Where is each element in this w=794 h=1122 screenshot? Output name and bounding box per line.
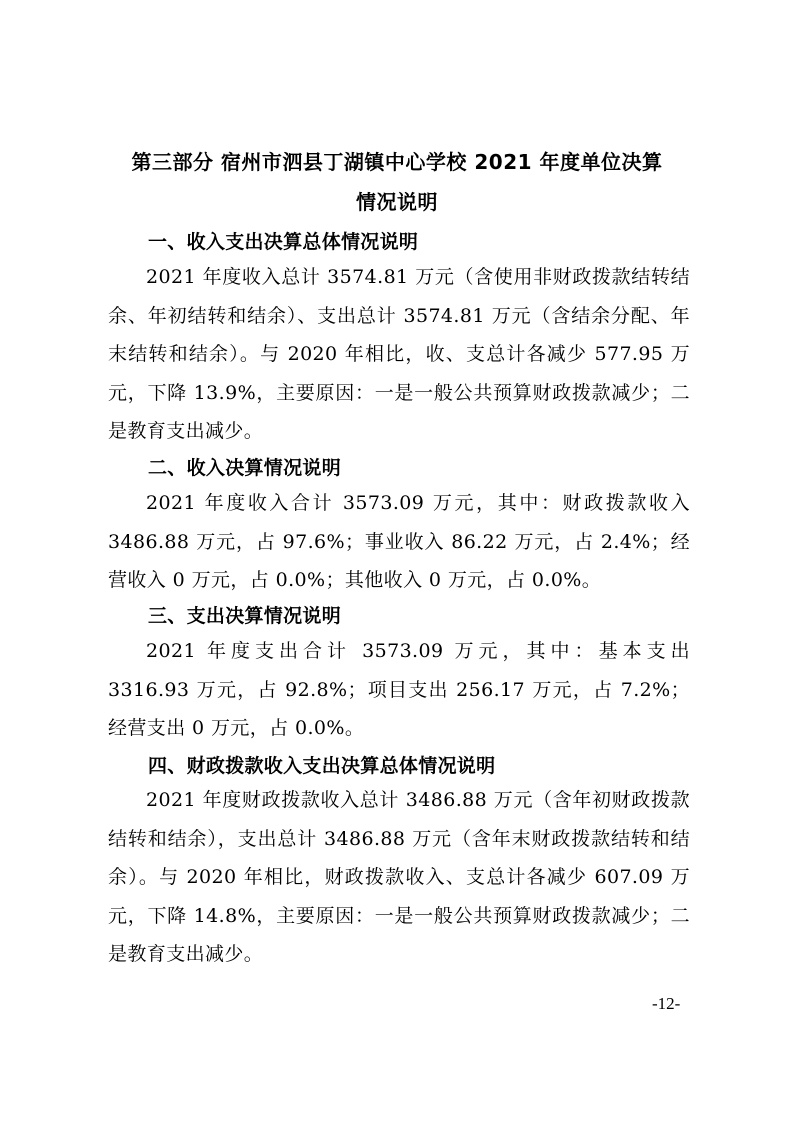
section-paragraph-overview: 2021 年度收入总计 3574.81 万元（含使用非财政拨款结转结余、年初结转和结余）、支出总计 3574.81 万元（含结余分配、年末结转和结余）。与 2020 年相比，收、支总计各减少 577.95 万元，下降 13.9%，主要原因：一是一般公共预算财政拨款减少；二是教育支出减少。 <box>108 266 690 442</box>
section-heading-overview: 一、收入支出决算总体情况说明 <box>148 231 419 253</box>
section-heading-fiscal-appropriation: 四、财政拨款收入支出决算总体情况说明 <box>148 755 496 777</box>
document-title: 第三部分 宿州市泗县丁湖镇中心学校 2021 年度单位决算 <box>131 150 663 174</box>
section-paragraph-income: 2021 年度收入合计 3573.09 万元，其中：财政拨款收入 3486.88 万元，占 97.6%；事业收入 86.22 万元，占 2.4%；经营收入 0 万元，占 0.0%；其他收入 0 万元，占 0.0%。 <box>108 492 690 591</box>
document-title-continued: 情况说明 <box>356 190 438 214</box>
section-heading-income: 二、收入决算情况说明 <box>148 457 342 479</box>
page-number: -12- <box>652 994 681 1013</box>
section-heading-expenditure: 三、支出决算情况说明 <box>148 605 342 627</box>
section-paragraph-expenditure: 2021 年度支出合计 3573.09 万元，其中：基本支出 3316.93 万元，占 92.8%；项目支出 256.17 万元，占 7.2%；经营支出 0 万元，占 0.0%。 <box>108 640 690 739</box>
section-paragraph-fiscal-appropriation: 2021 年度财政拨款收入总计 3486.88 万元（含年初财政拨款结转和结余），支出总计 3486.88 万元（含年末财政拨款结转和结余）。与 2020 年相比，财政拨款收入、支总计各减少 607.09 万元，下降 14.8%，主要原因：一是一般公共预算财政拨款减少；二是教育支出减少。 <box>108 789 690 965</box>
